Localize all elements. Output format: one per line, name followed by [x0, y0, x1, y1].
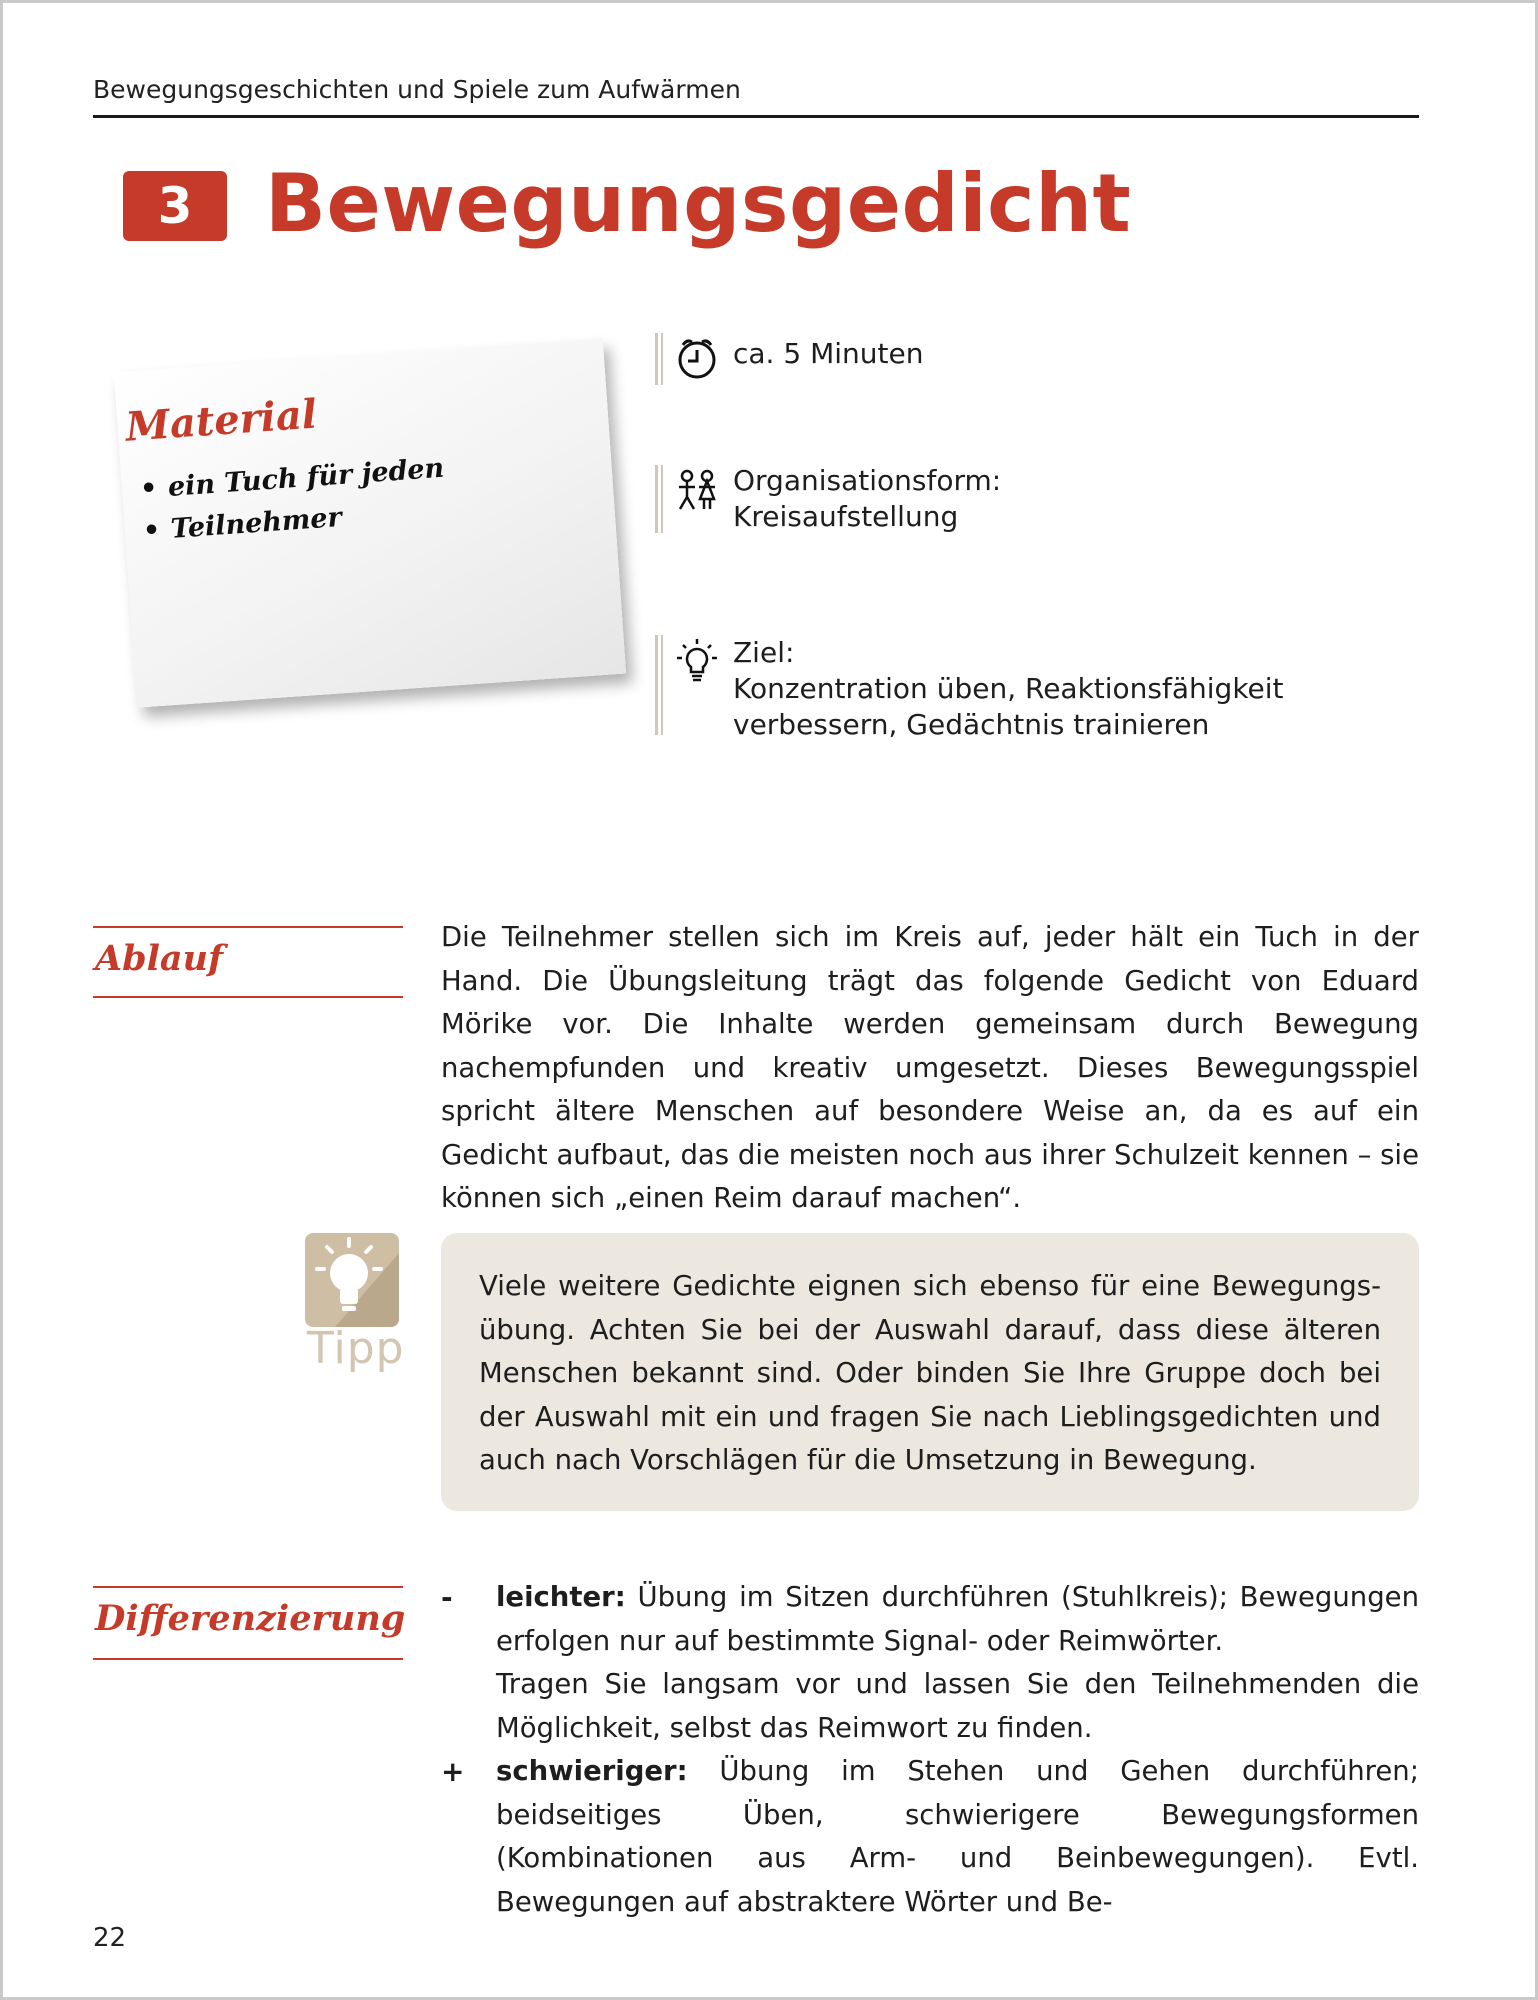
- diff-item-harder: [441, 1750, 1419, 1924]
- material-note: [114, 338, 626, 707]
- differenzierung-label: Differenzierung: [95, 1598, 406, 1639]
- differenzierung-label-box: [93, 1586, 406, 1660]
- diff-description: Übung im Sitzen durchführen (Stuhlkreis); Bewegungen erfolgen nur auf bestimmte Signal- oder Reimwörter.: [496, 1581, 1419, 1657]
- alarm-clock-icon: [673, 333, 721, 381]
- minus-marker: -: [441, 1581, 453, 1614]
- chapter-title: Bewegungsgedicht: [265, 157, 1132, 250]
- tip-lightbulb-icon: [305, 1233, 399, 1327]
- diff-item-text: [496, 1750, 1419, 1924]
- header-rule: [93, 115, 1419, 118]
- material-item: • ein Tuch für jeden: [135, 448, 446, 511]
- diff-item-text: [496, 1576, 1419, 1663]
- info-organisation: [655, 465, 1255, 533]
- material-item-continuation: • Teilnehmer: [138, 490, 449, 553]
- organisation-label: Organisationsform:: [733, 464, 1002, 497]
- info-bar: [655, 333, 663, 385]
- tip-box: [441, 1233, 1419, 1511]
- chapter-number-badge: 3: [123, 171, 227, 241]
- info-bar: [655, 635, 663, 735]
- people-icon: [673, 467, 721, 515]
- diff-term: schwieriger:: [496, 1755, 688, 1787]
- info-duration: [655, 333, 1255, 385]
- running-header: Bewegungsgeschichten und Spiele zum Aufwärmen: [93, 75, 741, 104]
- lightbulb-icon: [673, 637, 721, 685]
- info-bar: [655, 465, 663, 533]
- ablauf-label: Ablauf: [95, 938, 224, 979]
- diff-extra: Tragen Sie langsam vor und lassen Sie den Teilnehmenden die Möglichkeit, selbst das Reimwort zu finden.: [496, 1668, 1419, 1744]
- page-number: 22: [93, 1923, 127, 1953]
- organisation-value: Kreisaufstellung: [733, 500, 959, 533]
- tip-label: Tipp: [307, 1323, 405, 1374]
- duration-text: ca. 5 Minuten: [733, 337, 924, 370]
- material-title: Material: [124, 390, 319, 451]
- material-list: [135, 448, 449, 553]
- ablauf-text: Die Teilnehmer stellen sich im Kreis auf, jeder hält ein Tuch in der Hand. Die Übungsleitung trägt das folgende Gedicht von Eduard Mörike vor. Die Inhalte werden gemeinsam durch Bewegung nachempfunden und kreativ umgesetzt. Dieses Bewegungsspiel spricht ältere Menschen auf besondere Weise an, da es auf ein Gedicht aufbaut, das die meisten noch aus ihrer Schulzeit kennen – sie können sich „einen Reim darauf machen“.: [441, 921, 1419, 1214]
- ablauf-label-box: [93, 926, 403, 998]
- info-goal: [655, 635, 1355, 741]
- goal-line-1: Konzentration üben, Reaktionsfähigkeit: [733, 672, 1284, 705]
- diff-description: Übung im Stehen und Gehen durchführen; beidseitiges Üben, schwierigere Bewegungsformen (Kombinationen aus Arm- und Beinbewegungen). Evtl. Bewegungen auf abstraktere Wörter und Be-: [496, 1755, 1419, 1918]
- diff-item-easier: [441, 1576, 1419, 1750]
- diff-term: leichter:: [496, 1581, 626, 1613]
- plus-marker: +: [441, 1755, 465, 1788]
- goal-label: Ziel:: [733, 636, 795, 669]
- differenzierung-list: [441, 1576, 1419, 1924]
- goal-line-2: verbessern, Gedächtnis trainieren: [733, 708, 1210, 741]
- tip-text: Viele weitere Gedichte eignen sich ebenso für eine Bewegungsübung. Achten Sie bei der Auswahl darauf, dass diese älteren Menschen bekannt sind. Oder binden Sie Ihre Gruppe doch bei der Auswahl mit ein und fragen Sie nach Lieblingsgedichten und auch nach Vorschlägen für die Umsetzung in Bewegung.: [479, 1270, 1381, 1476]
